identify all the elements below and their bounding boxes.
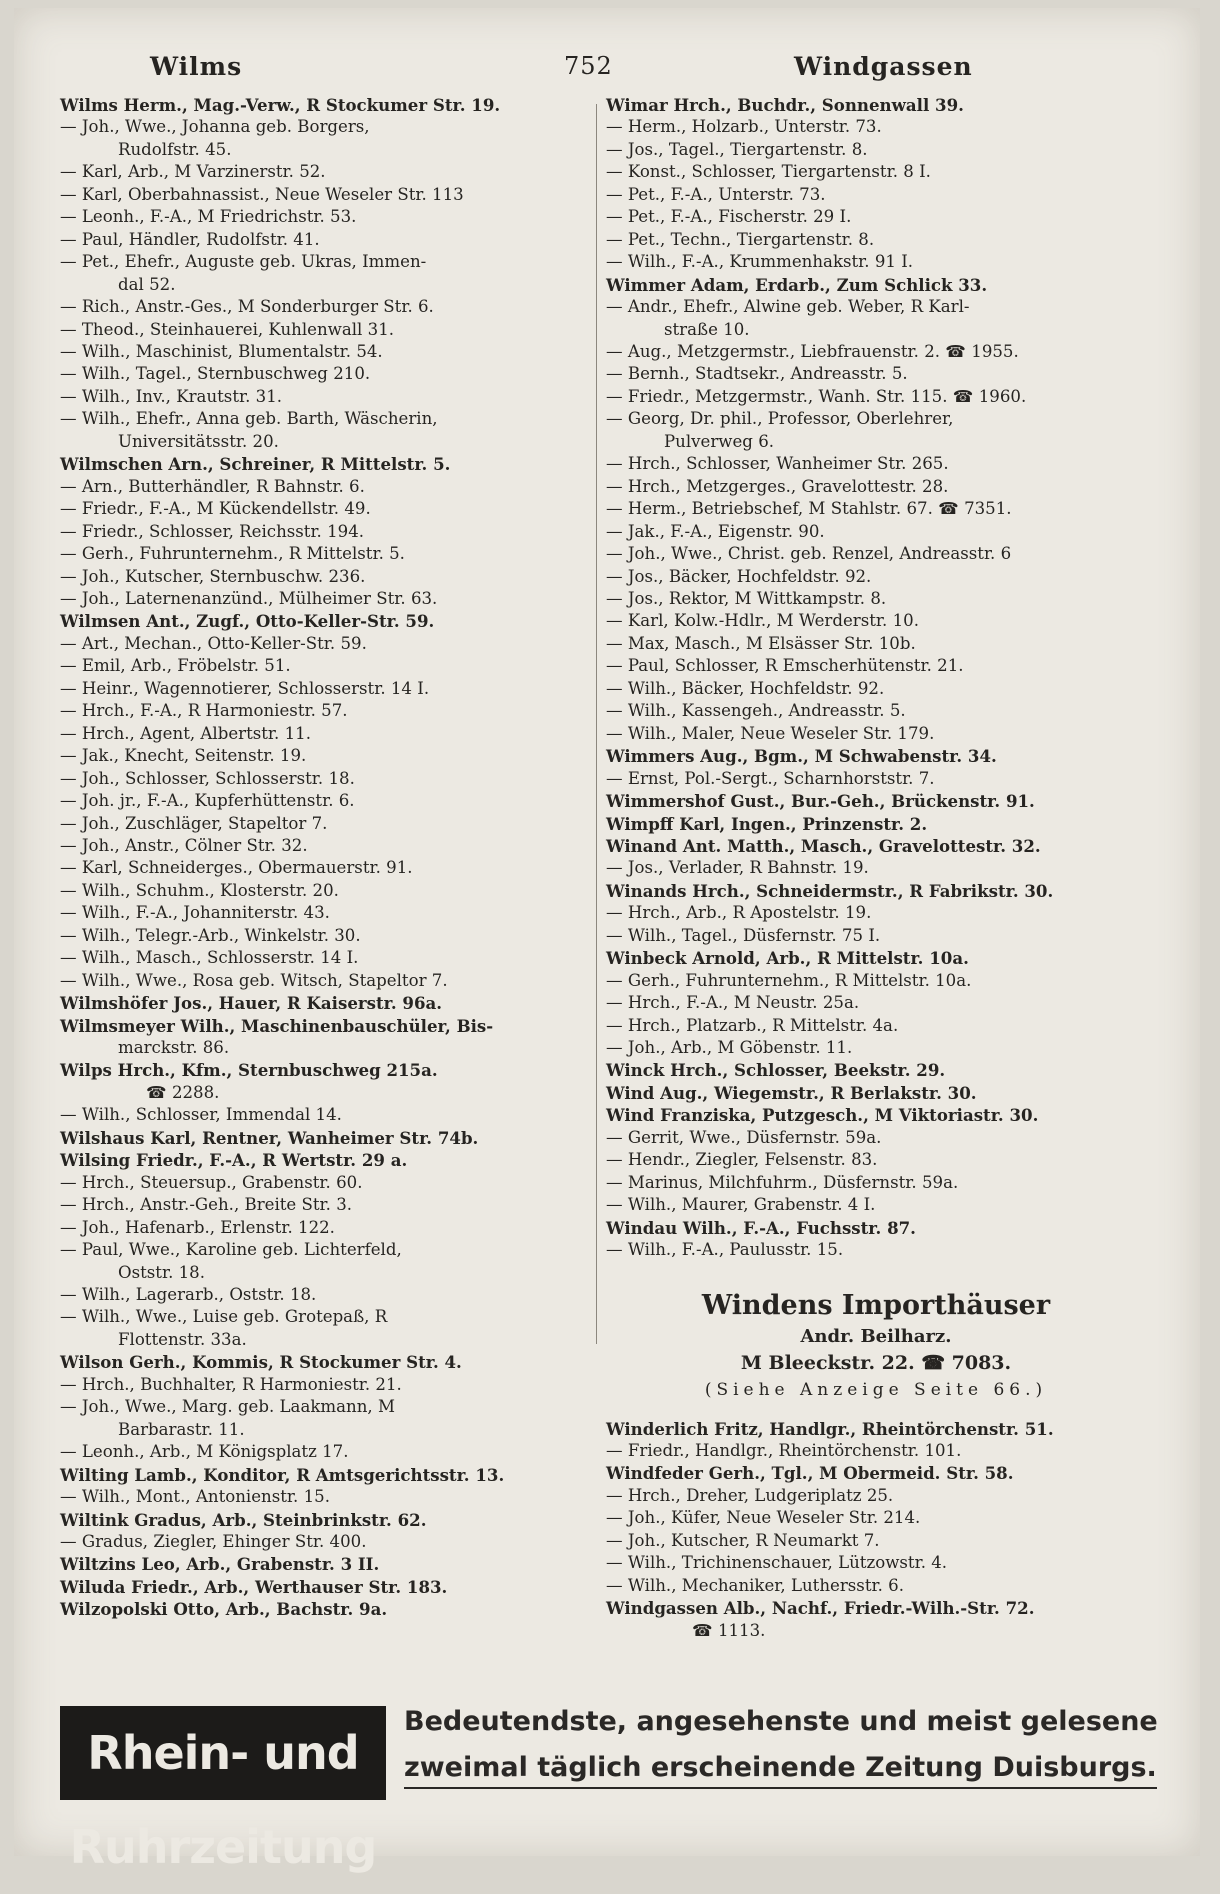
directory-entry: — Wilh., Tagel., Düsfernstr. 75 I. xyxy=(606,925,881,945)
directory-entry: — Wilh., Bäcker, Hochfeldstr. 92. xyxy=(606,678,885,698)
directory-entry: Windgassen Alb., Nachf., Friedr.-Wilh.-Str. 72. xyxy=(606,1598,1035,1619)
right-column xyxy=(606,94,1161,1642)
newspaper-advert-banner xyxy=(60,1702,1172,1874)
directory-entry: — Joh., Hafenarb., Erlenstr. 122. xyxy=(60,1217,335,1237)
directory-entry: — Wilh., Inv., Krautstr. 31. xyxy=(60,386,283,406)
running-header-right: Windgassen xyxy=(794,52,973,81)
ad-title: Windens Importhäuser xyxy=(701,1289,1051,1321)
directory-entry: Wiltink Gradus, Arb., Steinbrinkstr. 62. xyxy=(60,1509,427,1530)
directory-entry: — Wilh., Masch., Schlosserstr. 14 I. xyxy=(60,948,359,968)
directory-entry: — Herm., Betriebschef, M Stahlstr. 67. ☎ 7351. xyxy=(606,499,1012,519)
newspaper-logo: Rhein- und Ruhrzeitung xyxy=(60,1706,386,1800)
directory-entry: — Wilh., Mechaniker, Luthersstr. 6. xyxy=(606,1575,904,1595)
directory-entry: dal 52. xyxy=(118,274,176,294)
directory-entry: ☎ 1113. xyxy=(692,1620,766,1640)
ad-reference: (Siehe Anzeige Seite 66.) xyxy=(704,1379,1048,1400)
directory-entry: Wilsing Friedr., F.-A., R Wertstr. 29 a. xyxy=(60,1150,408,1171)
directory-entry: — Hrch., Buchhalter, R Harmoniestr. 21. xyxy=(60,1374,402,1394)
directory-entry: — Jos., Bäcker, Hochfeldstr. 92. xyxy=(606,566,872,586)
directory-entry: Wimpff Karl, Ingen., Prinzenstr. 2. xyxy=(606,813,928,834)
directory-entry: — Wilh., F.-A., Johanniterstr. 43. xyxy=(60,903,330,923)
directory-entry: — Wilh., Tagel., Sternbuschweg 210. xyxy=(60,364,371,384)
directory-entry: — Jos., Rektor, M Wittkampstr. 8. xyxy=(606,588,887,608)
page-number: 752 xyxy=(564,52,613,80)
directory-entry: Wilmsen Ant., Zugf., Otto-Keller-Str. 59. xyxy=(60,611,435,632)
directory-entry: — Wilh., Maschinist, Blumentalstr. 54. xyxy=(60,341,383,361)
directory-entry: — Gerh., Fuhrunternehm., R Mittelstr. 10a. xyxy=(606,970,972,990)
directory-entry: — Joh., Kutscher, R Neumarkt 7. xyxy=(606,1530,880,1550)
directory-entry: — Joh., Arb., M Göbenstr. 11. xyxy=(606,1038,853,1058)
directory-entry: — Ernst, Pol.-Sergt., Scharnhorststr. 7. xyxy=(606,768,935,788)
directory-entry: — Hrch., Platzarb., R Mittelstr. 4a. xyxy=(606,1015,899,1035)
directory-entry: — Friedr., F.-A., M Kückendellstr. 49. xyxy=(60,499,371,519)
right-column-entries-top xyxy=(606,94,1161,1262)
directory-entry: ☎ 2288. xyxy=(146,1082,220,1102)
directory-entry: — Paul, Schlosser, R Emscherhütenstr. 21. xyxy=(606,656,964,676)
directory-entry: Wilmschen Arn., Schreiner, R Mittelstr. 5. xyxy=(60,454,451,475)
directory-entry: — Jak., Knecht, Seitenstr. 19. xyxy=(60,746,307,766)
directory-entry: — Art., Mechan., Otto-Keller-Str. 59. xyxy=(60,633,367,653)
directory-entry: Winand Ant. Matth., Masch., Gravelottestr. 32. xyxy=(606,835,1041,856)
directory-entry: — Karl, Kolw.-Hdlr., M Werderstr. 10. xyxy=(606,611,919,631)
directory-entry: Rudolfstr. 45. xyxy=(118,139,232,159)
directory-entry: — Joh., Zuschläger, Stapeltor 7. xyxy=(60,813,328,833)
directory-entry: — Jak., F.-A., Eigenstr. 90. xyxy=(606,521,825,541)
directory-entry: — Hrch., Agent, Albertstr. 11. xyxy=(60,723,311,743)
directory-entry: — Wilh., Kassengeh., Andreasstr. 5. xyxy=(606,701,906,721)
directory-entry: — Herm., Holzarb., Unterstr. 73. xyxy=(606,117,882,137)
directory-entry: — Karl, Arb., M Varzinerstr. 52. xyxy=(60,162,326,182)
directory-entry: straße 10. xyxy=(664,319,750,339)
directory-entry: — Wilh., Mont., Antonienstr. 15. xyxy=(60,1487,330,1507)
directory-entry: — Joh. jr., F.-A., Kupferhüttenstr. 6. xyxy=(60,791,355,811)
directory-entry: — Andr., Ehefr., Alwine geb. Weber, R Karl- xyxy=(606,297,970,317)
directory-entry: Winbeck Arnold, Arb., R Mittelstr. 10a. xyxy=(606,948,969,969)
directory-entry: Pulverweg 6. xyxy=(664,431,775,451)
directory-entry: — Wilh., Telegr.-Arb., Winkelstr. 30. xyxy=(60,925,361,945)
directory-entry: — Friedr., Handlgr., Rheintörchenstr. 101. xyxy=(606,1441,962,1461)
directory-entry: — Wilh., Maler, Neue Weseler Str. 179. xyxy=(606,723,935,743)
directory-entry: — Hrch., Steuersup., Grabenstr. 60. xyxy=(60,1172,363,1192)
ad-owner: Andr. Beilharz. xyxy=(800,1325,952,1347)
directory-entry: — Paul, Händler, Rudolfstr. 41. xyxy=(60,229,320,249)
directory-entry: — Hendr., Ziegler, Felsenstr. 83. xyxy=(606,1150,878,1170)
directory-entry: Wimmershof Gust., Bur.-Geh., Brückenstr. 91. xyxy=(606,791,1035,812)
column-divider xyxy=(596,104,597,1344)
directory-entry: — Pet., F.-A., Fischerstr. 29 I. xyxy=(606,207,852,227)
directory-entry: — Gerrit, Wwe., Düsfernstr. 59a. xyxy=(606,1127,882,1147)
directory-entry: — Joh., Wwe., Johanna geb. Borgers, xyxy=(60,117,370,137)
directory-entry: — Wilh., Trichinenschauer, Lützowstr. 4. xyxy=(606,1553,948,1573)
directory-entry: — Wilh., Schuhm., Klosterstr. 20. xyxy=(60,880,339,900)
directory-entry: — Pet., Techn., Tiergartenstr. 8. xyxy=(606,229,875,249)
directory-entry: — Hrch., Schlosser, Wanheimer Str. 265. xyxy=(606,454,949,474)
directory-entry: Flottenstr. 33a. xyxy=(118,1329,247,1349)
directory-entry: — Jos., Verlader, R Bahnstr. 19. xyxy=(606,858,869,878)
directory-entry: — Wilh., F.-A., Krummenhakstr. 91 I. xyxy=(606,252,914,272)
directory-entry: Wimmer Adam, Erdarb., Zum Schlick 33. xyxy=(606,274,988,295)
directory-entry: — Joh., Wwe., Marg. geb. Laakmann, M xyxy=(60,1397,395,1417)
directory-entry: — Jos., Tagel., Tiergartenstr. 8. xyxy=(606,139,868,159)
directory-entry: — Leonh., F.-A., M Friedrichstr. 53. xyxy=(60,207,357,227)
directory-entry: Wilps Hrch., Kfm., Sternbuschweg 215a. xyxy=(60,1060,438,1081)
directory-entry: — Friedr., Metzgermstr., Wanh. Str. 115. ☎ 1960. xyxy=(606,386,1027,406)
directory-entry: Barbarastr. 11. xyxy=(118,1419,245,1439)
directory-entry: Oststr. 18. xyxy=(118,1262,206,1282)
directory-entry: — Rich., Anstr.-Ges., M Sonderburger Str. 6. xyxy=(60,297,434,317)
directory-entry: Wiluda Friedr., Arb., Werthauser Str. 183. xyxy=(60,1576,448,1597)
directory-entry: — Wilh., Ehefr., Anna geb. Barth, Wäscherin, xyxy=(60,409,438,429)
directory-entry: Universitätsstr. 20. xyxy=(118,431,279,451)
directory-entry: marckstr. 86. xyxy=(118,1038,230,1058)
directory-entry: — Joh., Anstr., Cölner Str. 32. xyxy=(60,835,308,855)
directory-entry: — Wilh., Schlosser, Immendal 14. xyxy=(60,1105,342,1125)
directory-entry: Windau Wilh., F.-A., Fuchsstr. 87. xyxy=(606,1217,916,1238)
directory-entry: Wimmers Aug., Bgm., M Schwabenstr. 34. xyxy=(606,746,997,767)
directory-entry: — Joh., Küfer, Neue Weseler Str. 214. xyxy=(606,1508,921,1528)
directory-page xyxy=(14,8,1200,1874)
directory-entry: Wilmsmeyer Wilh., Maschinenbauschüler, Bis- xyxy=(60,1015,494,1036)
directory-entry: — Joh., Wwe., Christ. geb. Renzel, Andreasstr. 6 xyxy=(606,544,1012,564)
banner-line-2: zweimal täglich erscheinende Zeitung Duisburgs. xyxy=(404,1752,1157,1789)
directory-entry: — Theod., Steinhauerei, Kuhlenwall 31. xyxy=(60,319,395,339)
directory-entry: — Hrch., Arb., R Apostelstr. 19. xyxy=(606,903,872,923)
directory-entry: — Pet., Ehefr., Auguste geb. Ukras, Immen- xyxy=(60,252,427,272)
directory-entry: — Friedr., Schlosser, Reichsstr. 194. xyxy=(60,521,365,541)
directory-entry: — Joh., Laternenanzünd., Mülheimer Str. 63. xyxy=(60,588,438,608)
directory-entry: Wind Aug., Wiegemstr., R Berlakstr. 30. xyxy=(606,1082,977,1103)
banner-line-1: Bedeutendste, angesehenste und meist gelesene xyxy=(404,1706,1158,1737)
directory-entry: — Gradus, Ziegler, Ehinger Str. 400. xyxy=(60,1532,367,1551)
directory-entry: — Georg, Dr. phil., Professor, Oberlehrer, xyxy=(606,409,954,429)
directory-entry: — Gerh., Fuhrunternehm., R Mittelstr. 5. xyxy=(60,544,405,564)
directory-entry: Winderlich Fritz, Handlgr., Rheintörchenstr. 51. xyxy=(606,1418,1054,1439)
directory-entry: — Wilh., Lagerarb., Oststr. 18. xyxy=(60,1285,317,1305)
directory-entry: — Hrch., Dreher, Ludgeriplatz 25. xyxy=(606,1485,894,1505)
directory-entry: — Hrch., F.-A., M Neustr. 25a. xyxy=(606,993,860,1013)
directory-entry: — Karl, Oberbahnassist., Neue Weseler Str. 113 xyxy=(60,184,464,204)
directory-entry: — Heinr., Wagennotierer, Schlosserstr. 14 I. xyxy=(60,678,430,698)
directory-entry: — Wilh., Wwe., Luise geb. Grotepaß, R xyxy=(60,1307,388,1327)
directory-entry: — Karl, Schneiderges., Obermauerstr. 91. xyxy=(60,858,413,878)
directory-entry: — Bernh., Stadtsekr., Andreasstr. 5. xyxy=(606,364,908,384)
directory-entry: Wilson Gerh., Kommis, R Stockumer Str. 4. xyxy=(60,1352,462,1373)
directory-entry: Wilzopolski Otto, Arb., Bachstr. 9a. xyxy=(60,1599,388,1620)
directory-entry: — Leonh., Arb., M Königsplatz 17. xyxy=(60,1442,349,1462)
running-header-left: Wilms xyxy=(150,52,243,81)
directory-entry: — Joh., Schlosser, Schlosserstr. 18. xyxy=(60,768,355,788)
directory-entry: Wind Franziska, Putzgesch., M Viktoriastr. 30. xyxy=(606,1105,1039,1126)
directory-entry: Winck Hrch., Schlosser, Beekstr. 29. xyxy=(606,1060,946,1081)
directory-entry: Wimar Hrch., Buchdr., Sonnenwall 39. xyxy=(606,95,964,115)
left-column xyxy=(60,94,590,1621)
directory-entry: — Konst., Schlosser, Tiergartenstr. 8 I. xyxy=(606,162,931,182)
directory-entry: — Max, Masch., M Elsässer Str. 10b. xyxy=(606,633,916,653)
directory-entry: — Paul, Wwe., Karoline geb. Lichterfeld, xyxy=(60,1240,402,1260)
directory-entry: Wilshaus Karl, Rentner, Wanheimer Str. 74b. xyxy=(60,1127,479,1148)
directory-entry: — Aug., Metzgermstr., Liebfrauenstr. 2. ☎ 1955. xyxy=(606,341,1019,361)
directory-entry: Wilting Lamb., Konditor, R Amtsgerichtsstr. 13. xyxy=(60,1464,505,1485)
directory-entry: Winands Hrch., Schneidermstr., R Fabrikstr. 30. xyxy=(606,880,1054,901)
directory-entry: — Hrch., F.-A., R Harmoniestr. 57. xyxy=(60,701,348,721)
directory-entry: — Wilh., Maurer, Grabenstr. 4 I. xyxy=(606,1195,876,1215)
right-column-entries-bottom xyxy=(606,1418,1161,1643)
directory-entry: Wilmshöfer Jos., Hauer, R Kaiserstr. 96a. xyxy=(60,993,443,1014)
ad-address: M Bleeckstr. 22. ☎ 7083. xyxy=(740,1351,1012,1374)
directory-entry: — Joh., Kutscher, Sternbuschw. 236. xyxy=(60,566,366,586)
directory-entry: — Wilh., F.-A., Paulusstr. 15. xyxy=(606,1240,844,1260)
directory-entry: Wilms Herm., Mag.-Verw., R Stockumer Str. 19. xyxy=(60,95,501,115)
advertisement-block xyxy=(606,1262,1146,1418)
directory-entry: Wiltzins Leo, Arb., Grabenstr. 3 II. xyxy=(60,1554,380,1575)
directory-entry: Windfeder Gerh., Tgl., M Obermeid. Str. 58. xyxy=(606,1463,1014,1484)
directory-entry: — Marinus, Milchfuhrm., Düsfernstr. 59a. xyxy=(606,1172,959,1192)
directory-entry: — Hrch., Metzgerges., Gravelottestr. 28. xyxy=(606,476,949,496)
directory-entry: — Arn., Butterhändler, R Bahnstr. 6. xyxy=(60,476,365,496)
directory-entry: — Wilh., Wwe., Rosa geb. Witsch, Stapeltor 7. xyxy=(60,970,448,990)
directory-entry: — Pet., F.-A., Unterstr. 73. xyxy=(606,184,826,204)
directory-entry: — Hrch., Anstr.-Geh., Breite Str. 3. xyxy=(60,1195,353,1215)
directory-entry: — Emil, Arb., Fröbelstr. 51. xyxy=(60,656,291,676)
